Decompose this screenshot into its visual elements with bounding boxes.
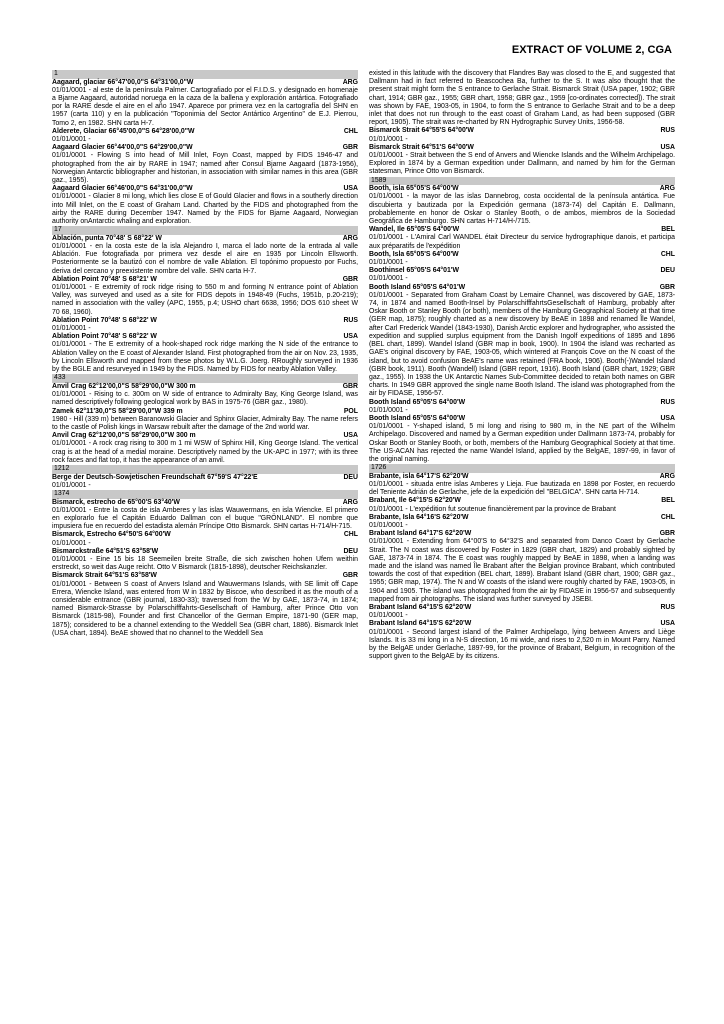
gazetteer-entry — [52, 474, 358, 490]
gazetteer-entry — [52, 383, 358, 408]
entry-header — [52, 79, 358, 87]
section-number-bar: 1374 — [52, 490, 358, 499]
gazetteer-entry — [52, 548, 358, 573]
entry-header — [52, 474, 358, 482]
country-code: POL — [343, 407, 358, 415]
gazetteer-entry — [369, 144, 675, 177]
entry-header — [369, 144, 675, 152]
country-code: USA — [660, 620, 675, 628]
place-name-coordinates: Ablation Point 70°48' S 68°22' W — [52, 316, 157, 324]
entry-description: 01/01/0001 - L'expédition fut soutenue financièrement par la province de Brabant — [369, 505, 616, 513]
country-code: USA — [343, 432, 358, 440]
entry-description: 01/01/0001 - Strait between the S end of Anvers and Wiencke Islands and the Wilhelm Archipelago. Explored in 1874 by a German expedition under Dallmann, and named by him for the German statesman, Prince Otto von Bismarck. — [369, 152, 675, 176]
entry-description: 01/01/0001 - — [369, 612, 408, 620]
gazetteer-entry — [52, 144, 358, 185]
section-number-bar: 1726 — [369, 464, 675, 473]
country-code: RUS — [660, 127, 675, 135]
entry-description: 01/01/0001 - — [52, 539, 91, 547]
entry-description: 01/01/0001 - — [52, 136, 91, 144]
country-code: RUS — [343, 316, 358, 324]
gazetteer-entry — [52, 408, 358, 433]
place-name-coordinates: Anvil Crag 62°12'00,0"S 58°29'00,0"W 300 m — [52, 432, 196, 440]
country-code: USA — [660, 414, 675, 422]
place-name-coordinates: Boothinsel 65°05'S 64°01'W — [369, 267, 459, 275]
country-code: ARG — [342, 234, 358, 242]
country-code: GBR — [342, 275, 358, 283]
entry-description: 1980 - Hill (339 m) between Baranowski Glacier and Sphinx Glacier, Admiralty Bay. The name refers to the castle of Polish kings in Warsaw rebuilt after the damage of the 2nd world war. — [52, 415, 358, 431]
left-column — [52, 70, 358, 638]
place-name-coordinates: Bismarck Strait 64°55'S 64°00'W — [369, 127, 474, 135]
gazetteer-entry — [369, 267, 675, 283]
place-name-coordinates: Brabante, Isla 64°16'S 62°20'W — [369, 513, 469, 521]
place-name-coordinates: Bismarckstraße 64°51'S 63°58'W — [52, 547, 159, 555]
country-code: CHL — [343, 531, 358, 539]
gazetteer-entry — [369, 497, 675, 513]
gazetteer-entry — [52, 235, 358, 276]
place-name-coordinates: Aagaard, glaciar 66°47'00,0"S 64°31'00,0"W — [52, 78, 194, 86]
country-code: GBR — [342, 144, 358, 152]
country-code: CHL — [660, 513, 675, 521]
entry-description: 01/01/0001 - — [369, 259, 408, 267]
entry-description: 01/01/0001 - — [52, 481, 91, 489]
gazetteer-entry — [52, 79, 358, 128]
gazetteer-entry — [369, 604, 675, 620]
place-name-coordinates: Brabant Island 64°15'S 62°20'W — [369, 603, 472, 611]
place-name-coordinates: Alderete, Glaciar 66°45'00,0"S 64°28'00,0"W — [52, 127, 195, 135]
country-code: BEL — [661, 497, 675, 505]
country-code: GBR — [659, 283, 675, 291]
gazetteer-entry — [369, 251, 675, 267]
entry-header — [52, 128, 358, 136]
place-name-coordinates: Bismarck, estrecho de 65°00'S 63°40'W — [52, 498, 180, 506]
place-name-coordinates: Booth, Isla 65°05'S 64°00'W — [369, 250, 459, 258]
gazetteer-entry — [369, 185, 675, 226]
entry-header — [369, 604, 675, 612]
entry-description: 01/01/0001 - Y-shaped island, 5 mi long and rising to 980 m, in the NE part of the Wilhelm Archipelago. Discovered and named by a German expedition under Dallmann 1873-74, probably for Oskar Booth or Stanley Booth, or both, members of the Hamburg Geographical Society at that time. The US-ACAN has rejected the name Wandel Island, applied by the BelgAE, 1897-99, in favor of the original naming. — [369, 423, 675, 463]
entry-description: 01/01/0001 - la mayor de las islas Dannebrog, costa occidental de la península antártica. Fue discubierta y bautizada por la Expedición germana (1873-74) del Capitán E. Dallmann, probablemente en honor de Oskar o Stanley Booth, o de ambos, miembros de la Sociedad Geográfica de Hamburgo. SHN cartas H-714/H-/715. — [369, 193, 675, 226]
section-number-bar: 1 — [52, 70, 358, 79]
entry-header — [52, 531, 358, 539]
place-name-coordinates: Booth Island 65°05'S 64°00'W — [369, 398, 466, 406]
entry-description: 01/01/0001 - Second largest island of the Palmer Archipelago, lying between Anvers and Liège Islands. It is 33 mi long in a N-S direction, 16 mi wide, and rises to 2,520 m in Mount Parry. Named by the BelgAE under Gerlache, 1897-99, for the province of Brabant, Belgium, in recognition of the support given to the BelgAE by its citizens. — [369, 628, 675, 661]
place-name-coordinates: Berge der Deutsch-Sowjetischen Freundschaft 67°59'S 47°22'E — [52, 473, 258, 481]
gazetteer-entry — [369, 399, 675, 415]
entry-description: 01/01/0001 - al este de la península Palmer. Cartografiado por el F.I.D.S. y designado en homenaje a Bjarne Aagaard, autoridad noruega en la caza de la ballena y exploración antártica. Fotografiado por la RARE desde el aire en el año 1947. Aparece por primera vez en la cartografía del SHN en 1957 (carta 110) y en la publicación "Toponimia del Sector Antártico Argentino" de E.J. Pierrou, Tomo 2, en 1982. SHN carta H-7. — [52, 86, 358, 127]
country-code: GBR — [342, 382, 358, 390]
place-name-coordinates: Brabant, Ile 64°15'S 62°20'W — [369, 497, 461, 505]
entry-header — [52, 572, 358, 580]
section-number-bar: 1589 — [369, 177, 675, 186]
place-name-coordinates: Bismarck Strait 64°51'S 64°00'W — [369, 143, 474, 151]
country-code: ARG — [659, 185, 675, 193]
entry-header — [369, 473, 675, 481]
place-name-coordinates: Anvil Crag 62°12'00,0"S 58°29'00,0"W 300 m — [52, 382, 196, 390]
entry-header — [369, 497, 675, 505]
entry-header — [52, 408, 358, 416]
place-name-coordinates: Booth Island 65°05'S 64°01'W — [369, 283, 466, 291]
right-column — [369, 70, 675, 661]
entry-header — [52, 235, 358, 243]
gazetteer-entry — [52, 572, 358, 638]
entry-description: 01/01/0001 - — [369, 406, 408, 414]
entry-description: 01/01/0001 - Rising to c. 300m on W side of entrance to Admiralty Bay, King George Island, was named descriptively following geological work by BAS in 1975-76 (GBR gaz., 1980). — [52, 391, 358, 407]
entry-header — [52, 185, 358, 193]
entry-header — [369, 620, 675, 628]
entry-header — [52, 276, 358, 284]
entry-description: 01/01/0001 - Separated from Graham Coast by Lemaire Channel, was discovered by GAE, 1873-74, in 1874 and named Booth-Insel by PolarschifffahrtsGesellschaft of Hamburg, probably after Oskar Booth or Stanley Booth (or both), members of the Hamburg Geographical Society at that time (GER map, 1875); roughly charted as a new discovery by BeAE in 1898 and renamed Île Wandel, after Carl Frederick Wandel (1843-1930), Danish Arctic explorer and hydrographer, who assisted the expedition and supplied surplus equipment from the Danish Ingolf expeditions of 1895 and 1896 (BEL chart, 1899). Wandel Island (GBR map in book, 1900). In 1904 the island was recharted as GAE's original discovery by FAE, 1903-05, which wintered at François Cove on the N coast of the island, but to avoid confusion BeAE's name was retained (FRA book, 1906). Booth(-)Wandel Island (GBR book, 1911). Booth (Wandell) Island (GBR report, 1916). Booth Island (GBR chart, 1929; GBR gaz., 1955). In 1938 the UK Antarctic Names Sub-Committee decided to retain both names on GBR charts. In 1949 GBR approved the single name Booth Island. The island was photographed from the air by FIDASE, 1956-57. — [369, 291, 675, 398]
country-code: DEU — [660, 267, 675, 275]
place-name-coordinates: Aagaard Glacier 66°46'00,0"S 64°31'00,0"W — [52, 185, 193, 193]
entry-header — [52, 333, 358, 341]
gazetteer-entry — [369, 415, 675, 464]
entry-description: 01/01/0001 - L'Amiral Carl WANDEL était Directeur du service hydrographique danois, et participa aux préparatifs de l'expédition — [369, 234, 675, 250]
section-number-bar: 433 — [52, 374, 358, 383]
country-code: BEL — [661, 226, 675, 234]
section-number-bar: 1212 — [52, 465, 358, 474]
gazetteer-entry — [52, 185, 358, 226]
page-title: EXTRACT OF VOLUME 2, CGA — [511, 44, 672, 56]
gazetteer-entry — [52, 317, 358, 333]
gazetteer-entry — [369, 127, 675, 143]
entry-header — [369, 267, 675, 275]
country-code: GBR — [659, 530, 675, 538]
gazetteer-entry — [52, 432, 358, 465]
place-name-coordinates: Aagaard Glacier 66°44'00,0"S 64°29'00,0"W — [52, 144, 193, 152]
entry-header — [369, 251, 675, 259]
place-name-coordinates: Booth, isla 65°05'S 64°00'W — [369, 185, 459, 193]
entry-header — [52, 432, 358, 440]
place-name-coordinates: Zamek 62°11'30,0"S 58°29'00,0"W 339 m — [52, 407, 183, 415]
gazetteer-entry — [52, 128, 358, 144]
entry-description: 01/01/0001 - Between S coast of Anvers Island and Wauwermans Islands, with SE limit off Cape Errera, Wiencke Island, was entered from W in 1832 by Biscoe, who described it as the mouth of a considerable entrance (GBR journal, 1830-33); traversed from the W by GAE, 1873-74, in 1874; named Bismarck-Strasse by Polarschifffahrts-Gesellschaft of Hamburg, after Prince Otto von Bismarck (1815-98), Founder and first Chancellor of the German Empire, 1871-90 (GER map, 1875); considered to be a channel extending to the Weddell Sea (GBR chart, 1886). Bismarck Inlet (USA chart, 1894). BeAE showed that no channel to the Weddell Sea — [52, 580, 358, 637]
country-code: DEU — [343, 547, 358, 555]
entry-description: 01/01/0001 - situada entre islas Amberes y Lieja. Fue bautizada en 1898 por Foster, en recuerdo del Teniente Adrián de Gerlache, jefe de la expedición del "BELGICA". SHN carta H-714. — [369, 480, 675, 497]
entry-description: 01/01/0001 - — [369, 275, 408, 283]
entry-header — [369, 514, 675, 522]
country-code: USA — [660, 143, 675, 151]
entry-description: 01/01/0001 - Glacier 8 mi long, which lies close E of Gould Glacier and flows in a southerly direction into Mill Inlet, on the E coast of Graham Land. Charted by the FIDS and photographed from the airby the RARE during December 1947. Named by the FIDS for Bjarne Aagaard, Norwegian authority onAntarctic whaling and exploration. — [52, 193, 358, 226]
entry-header — [369, 226, 675, 234]
entry-header — [52, 144, 358, 152]
country-code: RUS — [660, 603, 675, 611]
entry-description: 01/01/0001 - — [369, 135, 408, 143]
country-code: USA — [343, 333, 358, 341]
country-code: DEU — [343, 473, 358, 481]
entry-header — [369, 399, 675, 407]
entry-header — [369, 127, 675, 135]
entry-description: 01/01/0001 - Entre la costa de isla Amberes y las islas Wauwermans, en isla Wiencke. El primero en explorarlo fue el Capitán Eduardo Dallman con el buque "GRÖNLAND". El nombre que impusiera fue en recuerdo del estadista alemán Príncipe Otto Bismarck. SHN cartas H-714/H-715. — [52, 506, 358, 531]
gazetteer-entry — [369, 284, 675, 399]
entry-header — [369, 185, 675, 193]
entry-header — [369, 415, 675, 423]
country-code: ARG — [342, 498, 358, 506]
entry-header — [52, 499, 358, 507]
gazetteer-entry — [52, 531, 358, 547]
place-name-coordinates: Bismarck, Estrecho 64°50'S 64°00'W — [52, 531, 171, 539]
entry-description: 01/01/0001 - Flowing S into head of Mill Inlet, Foyn Coast, mapped by FIDS 1946-47 and photographed from the air by RARE in 1947; named after Consul Bjarne Aagaard (1873-1956), Norwegian Antarctic bibliographer and historian, in association with similar names in this area (GBR gaz., 1955). — [52, 152, 358, 185]
entry-description: 01/01/0001 - Eine 15 bis 18 Seemeilen breite Straße, die sich zwischen hohen Ufern weithin erstreckt, so weit das Auge reicht. Otto V Bismarck (1815-1898), deutscher Reichskanzler. — [52, 555, 358, 572]
place-name-coordinates: Ablation Point 70°48' S 68°21' W — [52, 275, 157, 283]
entry-description: 01/01/0001 - E extremity of rock ridge rising to 550 m and forming N entrance point of Ablation Valley, was surveyed and used as a site for FIDS depots in 1948-49 (Fuchs, 1951b, p.20-219); named in association with the valley (APC, 1955, p.4; USHO chart 6638, 1956; DOS 610 sheet W 70 68, 1960). — [52, 284, 358, 316]
place-name-coordinates: Ablation Point 70°48' S 68°22' W — [52, 333, 157, 341]
place-name-coordinates: Booth Island 65°05'S 64°00'W — [369, 414, 466, 422]
country-code: USA — [343, 185, 358, 193]
entry-header — [369, 284, 675, 292]
country-code: CHL — [660, 250, 675, 258]
entry-description: 01/01/0001 - A rock crag rising to 300 m 1 mi WSW of Sphinx Hill, King George Island. The vertical crag is at the head of a medial moraine. Descriptively named by the UK-APC in 1977; with its three rock faces and flat top, it has the appearance of an anvil. — [52, 440, 358, 464]
gazetteer-entry — [52, 499, 358, 532]
entry-description: 01/01/0001 - — [369, 521, 408, 529]
gazetteer-entry — [369, 620, 675, 661]
gazetteer-entry — [369, 473, 675, 498]
continued-text: existed in this latitude with the discovery that Flandres Bay was closed to the E, and suggested that Dallmann had in fact referred to Beascochea Ba, further to the S. It was also thought that the present strait might form the S entrance to Gerlache Strait. Bismarck Strait (USA paper, 1902; GBR chart, 1914; GBR gaz., 1955; GBR chart, 1958; GBR gaz., 1959 [co-ordinates corrected]). The strait was shown by FAE, 1903-05, in 1904, to form the S entrance to Gerlache Strait and to be a deep inlet that does not run through to the east coast of Graham Land, as had been supposed (GBR report, 1905). The strait was re-charted by RN Hydrographic Survey Units, 1956-58. — [369, 70, 675, 127]
entry-description: 01/01/0001 - Extending from 64°00'S to 64°32'S and separated from Danco Coast by Gerlache Strait. The N coast was discovered by Foster in 1829 (GBR chart, 1829) and probably sighted by GAE, 1873-74 in 1874. The E coast was roughly mapped by BeAE in 1898, when a landing was made and the island was named Île Brabant after the Belgian province Brabant, which contributed towards the cost of that expedition (BEL chart, 1899). Brabant Island (GBR chart, 1900; GBR gaz., 1955; GBR map, 1974). The N and W coasts of the island were roughly charted by FAE, 1903-05, in 1904 and 1905. The island was photographed from the air by FIDASE in 1956-57 and subsequently mapped from air photographs. The island was further surveyed by JSEBI. — [369, 538, 675, 603]
place-name-coordinates: Ablación, punta 70°48' S 68°22' W — [52, 234, 162, 242]
place-name-coordinates: Brabante, isla 64°17'S 62°20'W — [369, 472, 469, 480]
place-name-coordinates: Brabant Island 64°15'S 62°20'W — [369, 620, 472, 628]
country-code: ARG — [659, 472, 675, 480]
entry-description: 01/01/0001 - The E extremity of a hook-shaped rock ridge marking the N side of the entrance to Ablation Valley on the E coast of Alexander Island. First photographed from the air on Nov. 23, 1935, by Lincoln Ellsworth and mapped from these photos by W.L.G. Joerg. RRoughly surveyed in 1936 by the BGLE and resurveyed in 1949 by the FIDS. Named by FIDS for nearby Ablation Valley. — [52, 341, 358, 374]
entry-header — [52, 383, 358, 391]
entry-description: 01/01/0001 - — [52, 325, 91, 333]
gazetteer-entry — [52, 276, 358, 317]
entry-header — [52, 548, 358, 556]
entry-header — [52, 317, 358, 325]
gazetteer-entry — [52, 333, 358, 374]
place-name-coordinates: Wandel, Ile 65°05'S 64°00'W — [369, 226, 460, 234]
country-code: RUS — [660, 398, 675, 406]
place-name-coordinates: Brabant Island 64°17'S 62°20'W — [369, 530, 472, 538]
place-name-coordinates: Bismarck Strait 64°51'S 63°58'W — [52, 572, 157, 580]
gazetteer-entry — [369, 514, 675, 530]
country-code: ARG — [342, 78, 358, 86]
gazetteer-entry — [369, 226, 675, 251]
country-code: CHL — [343, 127, 358, 135]
gazetteer-entry — [369, 530, 675, 604]
country-code: GBR — [342, 572, 358, 580]
entry-description: 01/01/0001 - en la costa este de la isla Alejandro I, marca el lado norte de la entrada al valle Ablación. Fue fotografiada por primera vez desde el aire en 1935 por Lincoln Ellsworth. Posteriormente se la bautizó con el nombre de valle Ablation. El topónimo propuesto por Fuchs, deriva del cercano y preexistente nombre del valle. SHN carta H-7. — [52, 243, 358, 275]
section-number-bar: 17 — [52, 226, 358, 235]
